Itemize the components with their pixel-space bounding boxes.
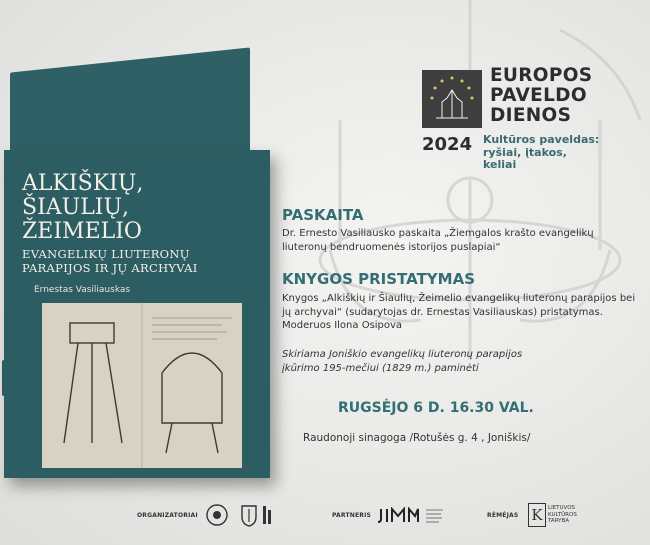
book-subtitle-line: EVANGELIKŲ LIUTERONŲ xyxy=(22,247,190,261)
text-line: įkūrimo 195-mečiui (1829 m.) paminėti xyxy=(282,363,479,374)
text-line: liuteronų bendruomenės istorijos puslapiai“ xyxy=(282,241,501,253)
theme-line: Kultūros paveldas: xyxy=(483,133,600,146)
book-cover xyxy=(4,150,270,478)
sponsor-name-line: LIETUVOS xyxy=(548,505,576,511)
organizer-logo-1-icon xyxy=(205,503,229,527)
text-line: Skiriama Joniškio evangelikų liuteronų parapijos xyxy=(282,349,523,360)
partner-text-mark-icon xyxy=(425,506,445,524)
event-year: 2024 xyxy=(422,134,473,155)
book-author: Ernestas Vasiliauskas xyxy=(34,285,131,295)
logo-line: PAVELDO xyxy=(490,85,587,106)
book-subtitle-line: PARAPIJOS IR JŲ ARCHYVAI xyxy=(22,261,198,275)
book-presentation-heading: KNYGOS PRISTATYMAS xyxy=(282,270,476,288)
book-title-line: ŠIAULIŲ, xyxy=(22,195,130,220)
book-cover-illustration xyxy=(42,303,242,468)
partner-logo-icon xyxy=(378,507,420,523)
book-title-line: ALKIŠKIŲ, xyxy=(22,171,144,196)
event-theme xyxy=(483,134,603,172)
logo-line: EUROPOS xyxy=(490,65,593,86)
sponsor-logo-mark: K xyxy=(528,503,546,527)
event-datetime: RUGSĖJO 6 D. 16.30 VAL. xyxy=(338,400,534,416)
dedication-text xyxy=(282,348,622,376)
sponsor-name xyxy=(548,505,577,525)
organizer-logo-2-icon xyxy=(240,503,258,527)
event-venue: Raudonoji sinagoga /Rotušės g. 4 , Joniškis/ xyxy=(303,432,531,444)
theme-line: ryšiai, įtakos, xyxy=(483,145,567,159)
organizer-logo-3-icon xyxy=(262,505,274,525)
sponsor-name-line: TARYBA xyxy=(548,518,570,524)
text-line: Dr. Ernesto Vasiliausko paskaita „Žiemgalos krašto evangelikų xyxy=(282,228,594,239)
sponsor-label: RĖMĖJAS xyxy=(487,512,519,519)
lecture-heading: PASKAITA xyxy=(282,206,364,224)
sponsor-name-line: KULTŪROS xyxy=(548,511,577,518)
text-line: Moderuos Ilona Osipova xyxy=(282,320,403,331)
text-line: jų archyvai“ (sudarytojas dr. Ernestas Vasiliauskas) pristatymas. xyxy=(282,306,603,318)
book-title-line: ŽEIMELIO xyxy=(22,219,142,244)
text-line: Knygos „Alkiškių ir Šiaulių, Žeimelio evangelikų liuteronų parapijos bei xyxy=(282,293,636,304)
book-presentation-description xyxy=(282,292,642,333)
book-title xyxy=(22,172,262,275)
organizers-label: ORGANIZATORIAI xyxy=(137,512,198,519)
european-heritage-days-logo xyxy=(422,70,482,128)
logo-line: DIENOS xyxy=(490,105,572,126)
theme-line: keliai xyxy=(483,158,517,171)
logo-wordmark xyxy=(490,66,592,126)
footer xyxy=(0,495,650,545)
lecture-description xyxy=(282,227,642,254)
partner-label: PARTNERIS xyxy=(332,512,372,519)
